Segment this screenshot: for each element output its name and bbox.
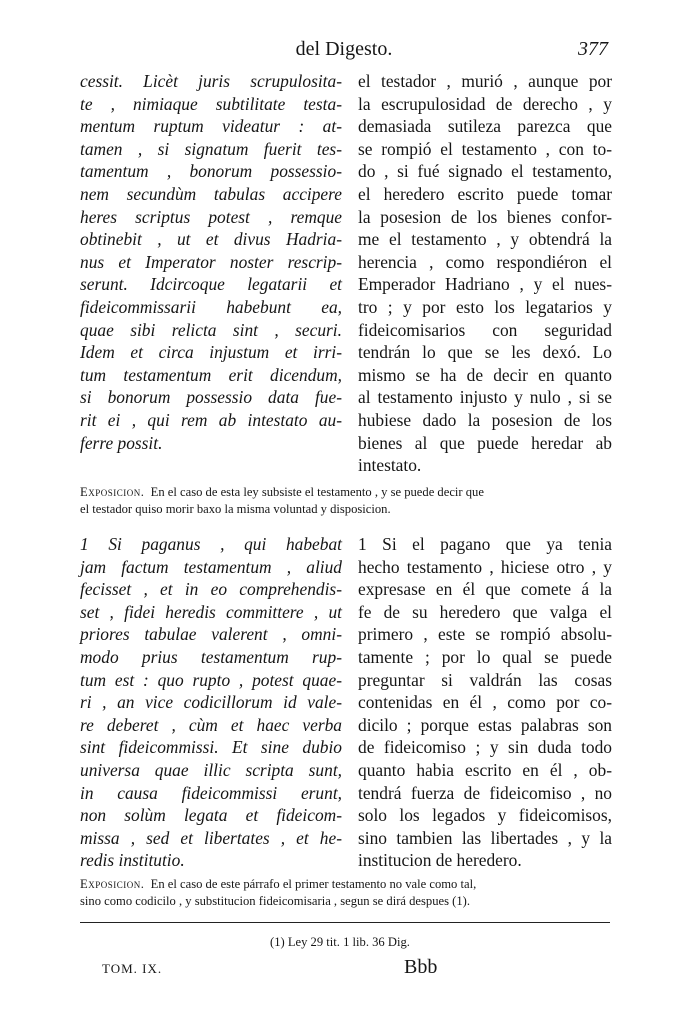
text-line: sint fideicommissi. Et sine dubio bbox=[80, 737, 342, 758]
text-line: redis institutio. bbox=[80, 850, 185, 871]
text-line: la escrupulosidad de derecho , y bbox=[358, 93, 612, 114]
text-line: tendrá fuerza de fideicomiso , no bbox=[358, 782, 612, 803]
footnote-rule bbox=[80, 922, 610, 923]
text-line: quanto habia escrito en él , ob- bbox=[358, 759, 612, 780]
text-line: hubiese dado la posesion de los bbox=[358, 409, 612, 430]
text-line: tamente ; por lo qual se puede bbox=[358, 646, 612, 667]
exposicion-section-2 bbox=[80, 876, 610, 910]
text-line: in causa fideicommissi erunt, bbox=[80, 782, 342, 803]
exposicion-label: Exposicion. bbox=[80, 877, 145, 891]
volume-mark: TOM. IX. bbox=[102, 961, 163, 976]
text-line: preguntar si valdrán las cosas bbox=[358, 669, 612, 690]
text-line: el heredero escrito puede tomar bbox=[358, 183, 612, 204]
exposicion-text: sino como codicilo , y substitucion fideicomisaria , segun se dirá despues (1). bbox=[80, 894, 470, 908]
text-line: solo los legados y fideicomisos, bbox=[358, 805, 612, 826]
exposicion-line bbox=[80, 501, 610, 518]
text-line: set , fidei heredis committere , ut bbox=[80, 601, 342, 622]
text-line: tum testamentum erit dicendum, bbox=[80, 364, 342, 385]
text-line: serunt. Idcircoque legatarii et bbox=[80, 274, 342, 295]
text-line: hecho testamento , hiciese otro , y bbox=[358, 556, 612, 577]
text-line: tamentum , bonorum possessio- bbox=[80, 161, 342, 182]
text-line: 1 Si paganus , qui habebat bbox=[80, 534, 342, 554]
text-line: ri , an vice codicillorum id vale- bbox=[80, 692, 342, 713]
text-line: heres scriptus potest , remque bbox=[80, 206, 342, 227]
text-line: bienes al que puede heredar ab bbox=[358, 432, 612, 453]
text-line: contenidas en él , como por co- bbox=[358, 692, 612, 713]
exposicion-line bbox=[80, 876, 610, 893]
exposicion-text: En el caso de esta ley subsiste el testamento , y se puede decir que bbox=[150, 485, 484, 499]
text-line: re deberet , cùm et haec verba bbox=[80, 714, 342, 735]
exposicion-section-1 bbox=[80, 484, 610, 518]
text-line: mentum ruptum videatur : at- bbox=[80, 116, 342, 137]
text-line: la posesion de los bienes confor- bbox=[358, 206, 612, 227]
exposicion-line bbox=[80, 484, 610, 501]
text-line: herencia , como respondiéron el bbox=[358, 251, 612, 272]
spanish-column-section-2 bbox=[358, 533, 612, 872]
footnote: (1) Ley 29 tit. 1 lib. 36 Dig. bbox=[270, 935, 410, 949]
text-line: tum est : quo rupto , potest quae- bbox=[80, 669, 342, 690]
running-title: del Digesto. bbox=[295, 38, 393, 60]
latin-column-section-2 bbox=[80, 533, 342, 872]
text-line: primero , este se rompió absolu- bbox=[358, 624, 612, 645]
spanish-column-section-1 bbox=[358, 70, 612, 477]
text-line: tamen , si signatum fuerit tes- bbox=[80, 138, 342, 159]
text-line: al testamento injusto y nulo , si se bbox=[358, 387, 612, 408]
text-line: demasiada sutileza parezca que bbox=[358, 116, 612, 137]
text-line: universa quae illic scripta sunt, bbox=[80, 759, 342, 780]
text-line: expresase en él que comete á la bbox=[358, 579, 612, 600]
text-line: modo prius testamentum rup- bbox=[80, 646, 342, 667]
text-line: non solùm legata et fideicom- bbox=[80, 805, 342, 826]
text-line: me el testamento , y obtendrá la bbox=[358, 229, 612, 250]
text-line: fe de su heredero que valga el bbox=[358, 601, 612, 622]
text-line: Emperador Hadriano , y el nues- bbox=[358, 274, 612, 295]
text-line: Idem et circa injustum et irri- bbox=[80, 342, 342, 363]
text-line: de fideicomiso ; y sin duda todo bbox=[358, 737, 612, 758]
text-line: fecisset , et in eo comprehendis- bbox=[80, 579, 342, 600]
text-line: rit ei , qui rem ab intestato au- bbox=[80, 409, 342, 430]
text-line: nem secundùm tabulas accipere bbox=[80, 183, 342, 204]
text-line: institucion de heredero. bbox=[358, 850, 522, 871]
signature-mark: Bbb bbox=[404, 956, 438, 978]
text-line: te , nimiaque subtilitate testa- bbox=[80, 93, 342, 114]
text-line: el testador , murió , aunque por bbox=[358, 71, 612, 91]
exposicion-text: En el caso de este párrafo el primer testamento no vale como tal, bbox=[150, 877, 477, 891]
latin-column-section-1 bbox=[80, 70, 342, 454]
text-line: 1 Si el pagano que ya tenia bbox=[358, 534, 612, 554]
text-line: cessit. Licèt juris scrupulosita- bbox=[80, 71, 342, 91]
text-line: sino tambien las libertades , y la bbox=[358, 827, 612, 848]
exposicion-label: Exposicion. bbox=[80, 485, 145, 499]
text-line: fideicommissarii habebunt ea, bbox=[80, 296, 342, 317]
text-line: jam factum testamentum , aliud bbox=[80, 556, 342, 577]
text-line: do , si fué signado el testamento, bbox=[358, 161, 612, 182]
page-number: 377 bbox=[578, 38, 608, 60]
text-line: mismo se ha de decir en quanto bbox=[358, 364, 612, 385]
exposicion-text: el testador quiso morir baxo la misma voluntad y disposicion. bbox=[80, 502, 391, 516]
text-line: obtinebit , ut et divus Hadria- bbox=[80, 229, 342, 250]
exposicion-line bbox=[80, 893, 610, 910]
text-line: intestato. bbox=[358, 455, 422, 476]
text-line: nus et Imperator noster rescrip- bbox=[80, 251, 342, 272]
text-line: priores tabulae valerent , omni- bbox=[80, 624, 342, 645]
text-line: ferre possit. bbox=[80, 432, 163, 453]
text-line: tro ; y por esto los legatarios y bbox=[358, 296, 612, 317]
text-line: fideicomisarios con seguridad bbox=[358, 319, 612, 340]
text-line: tendrán lo que se les dexó. Lo bbox=[358, 342, 612, 363]
text-line: dicilo ; porque estas palabras son bbox=[358, 714, 612, 735]
text-line: quae sibi relicta sint , securi. bbox=[80, 319, 342, 340]
page-header bbox=[80, 38, 608, 66]
text-line: missa , sed et libertates , et he- bbox=[80, 827, 342, 848]
text-line: si bonorum possessio data fue- bbox=[80, 387, 342, 408]
text-line: se rompió el testamento , con to- bbox=[358, 138, 612, 159]
